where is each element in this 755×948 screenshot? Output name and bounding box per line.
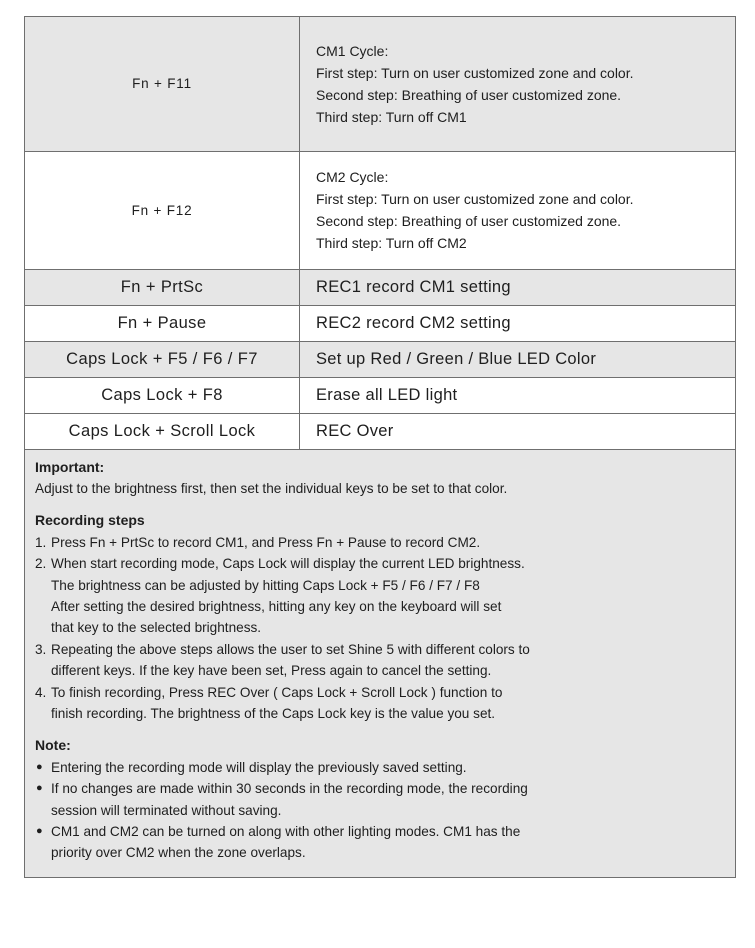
cycle-step: Second step: Breathing of user customized zone. <box>316 213 622 229</box>
function-description: REC Over <box>300 413 736 449</box>
function-description: REC1 record CM1 setting <box>300 269 736 305</box>
function-description: REC2 record CM2 setting <box>300 305 736 341</box>
notes-panel <box>25 450 735 877</box>
cycle-step: First step: Turn on user customized zone and color. <box>316 191 634 207</box>
step-text: Repeating the above steps allows the user to set Shine 5 with different colors to <box>51 641 530 657</box>
note-text: Entering the recording mode will display the previously saved setting. <box>51 759 467 775</box>
step-text: After setting the desired brightness, hitting any key on the keyboard will set <box>51 598 502 614</box>
note-text: If no changes are made within 30 seconds in the recording mode, the recording <box>51 781 528 797</box>
key-combo: Fn + F11 <box>25 17 300 151</box>
step-text: different keys. If the key have been set, Press again to cancel the setting. <box>51 663 492 679</box>
step-text: that key to the selected brightness. <box>51 620 262 636</box>
step-text: Press Fn + PrtSc to record CM1, and Press Fn + Pause to record CM2. <box>51 534 481 550</box>
table-row <box>25 377 735 413</box>
table-row <box>25 305 735 341</box>
step-text: The brightness can be adjusted by hitting Caps Lock + F5 / F6 / F7 / F8 <box>51 577 480 593</box>
important-heading: Important: <box>35 458 105 475</box>
list-item <box>35 639 723 682</box>
cycle-step: Third step: Turn off CM2 <box>316 235 467 251</box>
bullet-icon: ● <box>36 825 43 837</box>
list-item <box>35 778 723 821</box>
function-description: Erase all LED light <box>300 377 736 413</box>
cycle-title: CM2 Cycle: <box>316 169 389 185</box>
step-number: 3. <box>35 641 47 657</box>
list-item <box>35 553 723 639</box>
recording-steps-heading: Recording steps <box>35 512 145 529</box>
function-description <box>300 151 736 269</box>
step-text: finish recording. The brightness of the Caps Lock key is the value you set. <box>51 705 496 721</box>
cycle-step: First step: Turn on user customized zone and color. <box>316 64 634 81</box>
note-text: priority over CM2 when the zone overlaps. <box>51 845 306 861</box>
step-number: 2. <box>35 556 47 572</box>
function-description <box>300 17 736 151</box>
cycle-title: CM1 Cycle: <box>316 42 389 59</box>
table-row <box>25 17 735 151</box>
key-combo: Fn + PrtSc <box>25 269 300 305</box>
table-row <box>25 341 735 377</box>
cycle-step: Third step: Turn off CM1 <box>316 108 467 125</box>
shortcut-table <box>25 17 735 450</box>
table-row <box>25 151 735 269</box>
cycle-step: Second step: Breathing of user customized zone. <box>316 86 622 103</box>
key-combo: Caps Lock + F8 <box>25 377 300 413</box>
step-text: To finish recording, Press REC Over ( Caps Lock + Scroll Lock ) function to <box>51 684 503 700</box>
note-text: CM1 and CM2 can be turned on along with other lighting modes. CM1 has the <box>51 824 521 839</box>
keyboard-shortcut-sheet <box>24 16 736 878</box>
bullet-icon: ● <box>36 760 43 773</box>
table-row <box>25 269 735 305</box>
bullet-icon: ● <box>36 782 43 795</box>
key-combo: Fn + Pause <box>25 305 300 341</box>
note-heading: Note: <box>35 737 71 754</box>
important-text: Adjust to the brightness first, then set the individual keys to be set to that color. <box>35 480 508 496</box>
step-text: When start recording mode, Caps Lock will display the current LED brightness. <box>51 556 525 572</box>
note-text: session will terminated without saving. <box>51 802 282 818</box>
function-description: Set up Red / Green / Blue LED Color <box>300 341 736 377</box>
step-number: 1. <box>35 534 47 550</box>
list-item <box>35 757 723 778</box>
step-number: 4. <box>35 684 47 700</box>
key-combo: Caps Lock + Scroll Lock <box>25 413 300 449</box>
list-item <box>35 821 723 864</box>
list-item <box>35 532 723 553</box>
key-combo: Caps Lock + F5 / F6 / F7 <box>25 341 300 377</box>
table-row <box>25 413 735 449</box>
key-combo: Fn + F12 <box>25 151 300 269</box>
list-item <box>35 682 723 725</box>
